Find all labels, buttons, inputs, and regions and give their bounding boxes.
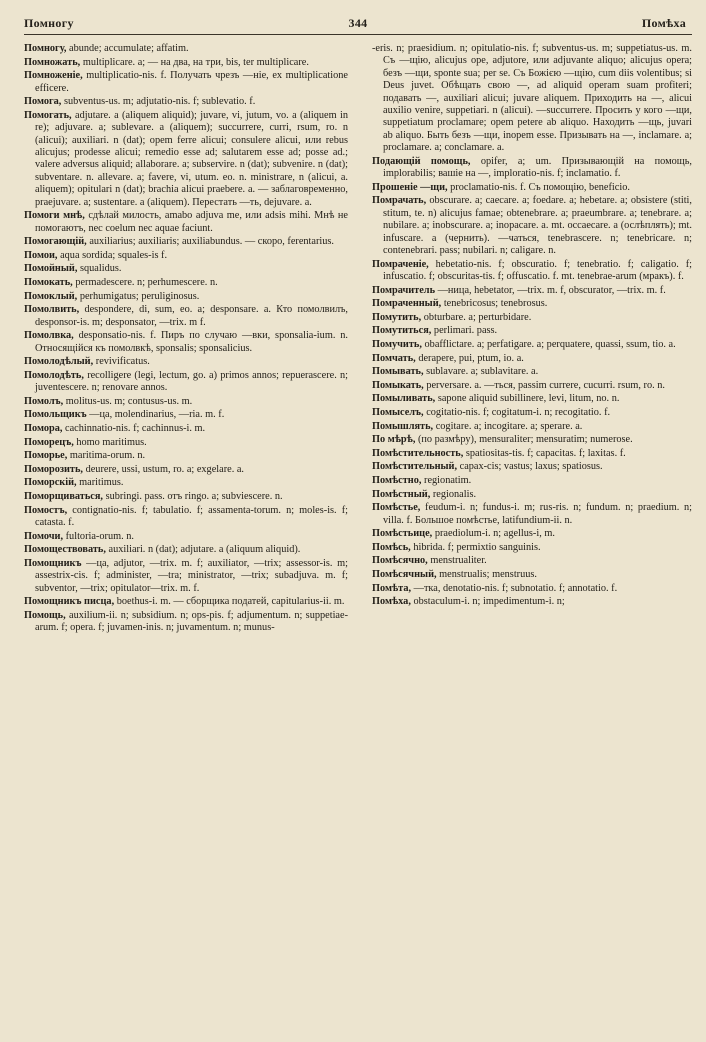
entry-definition: —ница, hebetator, —trix. m. f, obscurator, —trix. m. f. <box>437 284 666 296</box>
entry-headword: Помѣстье, <box>372 502 421 514</box>
entry-definition: multiplicatio-nis. f. Получать чрезъ —ніе, ex multiplicatione efficere. <box>35 70 348 94</box>
entry-headword: Помолъ, <box>24 395 64 407</box>
entry-definition: perhumigatus; peruliginosus. <box>79 290 200 302</box>
entry-headword: Помыливать, <box>372 393 436 405</box>
entry-definition: maritimus. <box>79 477 124 489</box>
dictionary-entry <box>24 558 348 595</box>
entry-definition: perlimari. pass. <box>433 325 498 337</box>
entry-definition: molitus-us. m; contusus-us. m. <box>65 395 193 407</box>
dictionary-entry <box>24 596 348 608</box>
dictionary-entry <box>372 407 692 419</box>
dictionary-entry <box>372 461 692 473</box>
dictionary-entry <box>24 505 348 530</box>
dictionary-entry <box>372 353 692 365</box>
dictionary-entry <box>372 156 692 181</box>
dictionary-entry <box>372 596 692 608</box>
dictionary-entry <box>372 475 692 487</box>
entry-definition: revivificatus. <box>95 356 150 368</box>
dictionary-entry <box>24 277 348 289</box>
entry-headword: Помѣстьице, <box>372 528 433 540</box>
dictionary-entry <box>372 542 692 554</box>
entry-definition: squalidus. <box>79 263 122 275</box>
dictionary-entry <box>24 210 348 235</box>
entry-definition: menstrualis; menstruus. <box>439 568 537 580</box>
entry-headword: Помѣта, <box>372 582 412 594</box>
entry-headword: Помышлять, <box>372 420 434 432</box>
dictionary-entry <box>372 489 692 501</box>
dictionary-entry <box>372 312 692 324</box>
dictionary-entry <box>24 464 348 476</box>
entry-definition: feudum-i. n; fundus-i. m; rus-ris. n; fundum. n; praedium. n; villa. f. Большое помѣстье, latifundium-ii. n. <box>383 502 692 526</box>
entry-headword: Помостъ, <box>24 504 68 516</box>
entry-headword: Помутиться, <box>372 325 432 337</box>
entry-definition: regionatim. <box>424 474 472 486</box>
entry-headword: Помолодѣлый, <box>24 356 94 368</box>
entry-definition: subringi. pass. отъ ringo. a; subviescere. n. <box>105 490 283 502</box>
entry-definition: proclamatio-nis. f. Съ помощію, beneficio. <box>450 181 630 193</box>
dictionary-entry <box>24 57 348 69</box>
entry-headword: Поморецъ, <box>24 436 74 448</box>
entry-definition: praediolum-i. n; agellus-i, m. <box>434 528 555 540</box>
entry-headword: Помога, <box>24 96 62 108</box>
dictionary-entry <box>24 491 348 503</box>
entry-definition: permadescere. n; perhumescere. n. <box>75 277 218 288</box>
entry-definition: adjutare. a (aliquem aliquid); juvare, vi, jutum, vo. a (aliquem in re); adjuvare. a; sublevare. a (aliquem); succurrere, curri, rsum, ro. n (alicui); auxiliari. n (dat); opem ferre alicui; consulere alicui, или rebus alicujus; prodesse alicui; remedio esse ad; salutarem esse ad; posse ad.; valere adversus aliquid; allaborare. a; subservire. n (dat); subvenire. n (dat); subventare. n. allevare. a; favere, vi, utum. eo. n. ministrare, n (alicui, a. aliquem); opitulari n (dat); brachia alicui praebere. a. — заблаговременно, praejuvare. a; sustentare. a (aliquem). Перестать —ть, dejuvare. a. <box>35 109 348 208</box>
dictionary-entry <box>24 263 348 275</box>
entry-headword: Помѣсь, <box>372 541 411 553</box>
entry-definition: —тка, denotatio-nis. f; subnotatio. f; annotatio. f. <box>413 582 618 594</box>
entry-headword: Помывать, <box>372 366 424 378</box>
dictionary-entry <box>24 437 348 449</box>
dictionary-entry <box>24 610 348 635</box>
entry-headword: Помножать, <box>24 56 81 68</box>
entry-headword: Помноженіе, <box>24 70 83 82</box>
dictionary-entry <box>372 298 692 310</box>
entry-headword: Помолвка, <box>24 330 74 342</box>
dictionary-entry <box>372 285 692 297</box>
entry-definition: tenebricosus; tenebrosus. <box>443 298 548 310</box>
entry-headword: Помчать, <box>372 352 416 364</box>
entry-definition: auxiliari. n (dat); adjutare. a (aliquum aliquid). <box>108 544 301 556</box>
entry-definition: homo maritimus. <box>76 436 147 448</box>
dictionary-entry <box>372 380 692 392</box>
entry-headword: Помоклый, <box>24 290 78 302</box>
entry-definition: menstrualiter. <box>430 555 487 567</box>
entry-definition: cogitatio-nis. f; cogitatum-i. n; recogitatio. f. <box>426 407 611 418</box>
dictionary-entry <box>24 236 348 248</box>
entry-headword: Поморщиваться, <box>24 490 104 502</box>
entry-definition: perversare. a. —ться, passim currere, cucurri. rsum, ro. n. <box>426 379 665 391</box>
dictionary-entry <box>24 291 348 303</box>
entry-definition: —ца, molendinarius, —ria. m. f. <box>89 409 225 421</box>
entry-definition: obafflictare. a; perfatigare. a; perquatere, quassi, ssum, tio. a. <box>424 339 676 351</box>
dictionary-entry <box>372 569 692 581</box>
entry-definition: derapere, pui, ptum, io. a. <box>418 352 524 364</box>
entry-definition: sapone aliquid subillinere, levi, litum, no. n. <box>437 393 620 405</box>
header-right-guideword: Помѣха <box>641 16 686 30</box>
entry-definition: despondere, di, sum, eo. a; desponsare. a. Кто помолвилъ, desponsor-is. m; desponsator, —trix. m f. <box>35 304 348 328</box>
entry-definition: spatiositas-tis. f; capacitas. f; laxitas. f. <box>465 447 626 459</box>
dictionary-entry <box>24 370 348 395</box>
entry-definition: (по размѣру), mensuraliter; mensuratim; numerose. <box>417 434 633 446</box>
entry-headword: По мѣрѣ, <box>372 434 416 446</box>
dictionary-entry <box>24 356 348 368</box>
entry-headword: Помощникъ <box>24 557 82 569</box>
entry-definition: —ца, adjutor, —trix. m. f; auxiliator, —trix; assessor-is. m; assestrix-cis. f; administer, —tra; ministrator, —trix; subadjuva. m. f; subventor, —trix; opitulator—trix. m. f. <box>35 557 348 594</box>
entry-headword: Поморскій, <box>24 477 77 489</box>
dictionary-entry <box>24 544 348 556</box>
dictionary-entry <box>372 43 692 155</box>
entry-definition: -eris. n; praesidium. n; opitulatio-nis. f; subventus-us. m; suppetiatus-us. m. Съ —щію, alicujus ope, adjutore, или adjuvante aliquo; alicujus opera; безъ —щи, sponte sua; per se. Съ Божією —щію, cum diis volentibus; si Deus juvet. Обѣщать свою —, ad aliquid operam suam profiteri; подавать —, auxiliari alicui; juvare aliquem. Приходить на —, alicui auxilio venire, suppetiari. n (alicui). —succurrere. Просить у кого —щи, suppetiatum proclamare; opem petere ab aliquo. Находить —щь, juvari ab aliquo. Быть безъ —щи, inopem esse. Призывать на —, inclamare. a; proclamare. a; conclamare. a. <box>372 43 692 154</box>
entry-headword: Помочи, <box>24 530 64 542</box>
entry-headword: Помыкать, <box>372 379 424 391</box>
entry-headword: Помыселъ, <box>372 407 424 418</box>
entry-headword: Помутить, <box>372 311 422 323</box>
entry-definition: capax-cis; vastus; laxus; spatiosus. <box>459 461 603 473</box>
dictionary-entry <box>24 96 348 108</box>
entry-definition: recolligere (legi, lectum, go. a) primos annos; repuerascere. n; juventescere. n; renovare annos. <box>35 369 348 394</box>
entry-headword: Помора, <box>24 422 63 434</box>
entry-definition: subventus-us. m; adjutatio-nis. f; sublevatio. f. <box>63 96 256 108</box>
entry-headword: Поморье, <box>24 450 68 462</box>
entry-headword: Помолодѣть, <box>24 369 84 381</box>
entry-headword: Помѣсячно, <box>372 555 428 567</box>
entry-definition: deurere, ussi, ustum, ro. a; exgelare. a. <box>85 463 244 475</box>
dictionary-entry <box>24 423 348 435</box>
dictionary-entry <box>372 448 692 460</box>
header-left-guideword: Помногу <box>24 16 74 30</box>
entry-definition: сдѣлай милость, amabo adjuva me, или adsis mihi. Мнѣ не помогаютъ, nec coelum nec aquae faciunt. <box>35 210 348 234</box>
entry-headword: Помолвить, <box>24 304 80 316</box>
entry-headword: Помучить, <box>372 339 422 351</box>
dictionary-entry <box>24 250 348 262</box>
entry-definition: obturbare. a; perturbidare. <box>423 311 532 323</box>
dictionary-entry <box>372 528 692 540</box>
entry-headword: Помольщикъ <box>24 409 87 421</box>
dictionary-entry <box>372 393 692 405</box>
dictionary-entry <box>24 70 348 95</box>
entry-headword: Помоществовать, <box>24 544 106 556</box>
entry-headword: Помѣсячный, <box>372 568 437 580</box>
dictionary-entry <box>372 421 692 433</box>
entry-headword: Помраченіе, <box>372 258 429 270</box>
entry-definition: aqua sordida; squales-is f. <box>60 249 168 261</box>
entry-definition: obscurare. a; caecare. a; foedare. a; hebetare. a; obsistere (stiti, stitum, te. n) alicujus famae; obtenebrare. a; praeumbrare. a; tenebrare. a; nubilare. a; inobscurare. a; inopacare. a. mt. occaecare. a (ослѣплять); mt. infuscare. a (чернить). —чаться, tenebrascere. n; tenebricare. n; contenebrari. pass; nubilari. n; caligare. n. <box>383 195 692 257</box>
dictionary-entry <box>24 330 348 355</box>
right-column <box>372 43 692 636</box>
dictionary-entry <box>372 325 692 337</box>
entry-headword: Помощникъ писца, <box>24 596 115 608</box>
entry-headword: Помогающій, <box>24 236 87 248</box>
entry-headword: Помѣха, <box>372 596 411 608</box>
dictionary-entry <box>372 583 692 595</box>
entry-definition: abunde; accumulate; affatim. <box>69 43 189 54</box>
entry-definition: multiplicare. a; — на два, на три, bis, ter multiplicare. <box>82 56 309 68</box>
dictionary-entry <box>24 396 348 408</box>
dictionary-entry <box>24 409 348 421</box>
entry-definition: opifer, a; um. Призывающій на помощь, implorabilis; вашіе на —, imploratio-nis. f; inclamatio. f. <box>383 155 692 180</box>
dictionary-entry <box>24 304 348 329</box>
dictionary-entry <box>372 434 692 446</box>
entry-headword: Помогать, <box>24 109 72 121</box>
entry-headword: Помощь, <box>24 609 66 621</box>
entry-headword: Помрачитель <box>372 284 436 296</box>
page-number: 344 <box>348 16 368 30</box>
entry-headword: Прошеніе —щи, <box>372 181 448 193</box>
dictionary-entry <box>372 195 692 257</box>
entry-definition: obstaculum-i. n; impedimentum-i. n; <box>413 596 565 608</box>
dictionary-entry <box>372 339 692 351</box>
dictionary-entry <box>372 502 692 527</box>
dictionary-entry <box>24 110 348 209</box>
entry-definition: auxiliarius; auxiliaris; auxiliabundus. — скоро, ferentarius. <box>89 236 335 248</box>
entry-definition: maritima-orum. n. <box>69 450 146 462</box>
dictionary-entry <box>24 477 348 489</box>
entry-headword: Помоги мнѣ, <box>24 210 85 222</box>
entry-headword: Помѣстительность, <box>372 447 464 459</box>
entry-definition: sublavare. a; sublavitare. a. <box>426 366 539 378</box>
entry-headword: Помокать, <box>24 277 73 288</box>
dictionary-entry <box>372 259 692 284</box>
dictionary-entry <box>372 366 692 378</box>
entry-definition: contignatio-nis. f; tabulatio. f; assamenta-torum. n; moles-is. f; catasta. f. <box>35 504 348 528</box>
entry-headword: Помѣстный, <box>372 488 431 500</box>
dictionary-entry <box>24 531 348 543</box>
dictionary-entry <box>372 555 692 567</box>
entry-headword: Помойный, <box>24 263 78 275</box>
entry-definition: cogitare. a; incogitare. a; sperare. a. <box>435 420 583 432</box>
entry-definition: regionalis. <box>432 488 477 500</box>
entry-headword: Помѣстительный, <box>372 461 458 473</box>
entry-headword: Помрачать, <box>372 195 427 207</box>
entry-definition: desponsatio-nis. f. Пиръ по случаю —вки, sponsalia-ium. n. Относящійся къ помолвкѣ, sponsalis; sponsalicius. <box>35 330 348 354</box>
entry-definition: hebetatio-nis. f; obscuratio. f; tenebratio. f; caligatio. f; infuscatio. f; obscuritas-tis. f; offuscatio. f. mt. tenebrae-arum (мракъ). f. <box>383 258 692 283</box>
entry-headword: Помраченный, <box>372 298 442 310</box>
entry-definition: auxilium-ii. n; subsidium. n; ops-pis. f; adjumentum. n; suppetiae-arum. f; opera. f; juvamen-inis. n; juvamentum. n; munus- <box>35 609 348 634</box>
entry-headword: Помногу, <box>24 43 67 54</box>
dictionary-entry <box>24 43 348 55</box>
entry-definition: cachinnatio-nis. f; cachinnus-i. m. <box>65 422 206 434</box>
entry-definition: hibrida. f; permixtio sanguinis. <box>413 541 541 553</box>
entry-headword: Подающій помощь, <box>372 155 471 167</box>
left-column <box>24 43 348 636</box>
dictionary-entry <box>24 450 348 462</box>
entry-headword: Помои, <box>24 249 58 261</box>
entry-definition: boethus-i. m. — сборщика податей, capitularius-ii. m. <box>116 596 345 608</box>
page-header <box>24 12 692 35</box>
entry-definition: fultoria-orum. n. <box>65 530 134 542</box>
dictionary-entry <box>372 182 692 194</box>
entry-headword: Помѣстно, <box>372 474 422 486</box>
columns <box>24 43 692 636</box>
entry-headword: Поморозить, <box>24 463 84 475</box>
